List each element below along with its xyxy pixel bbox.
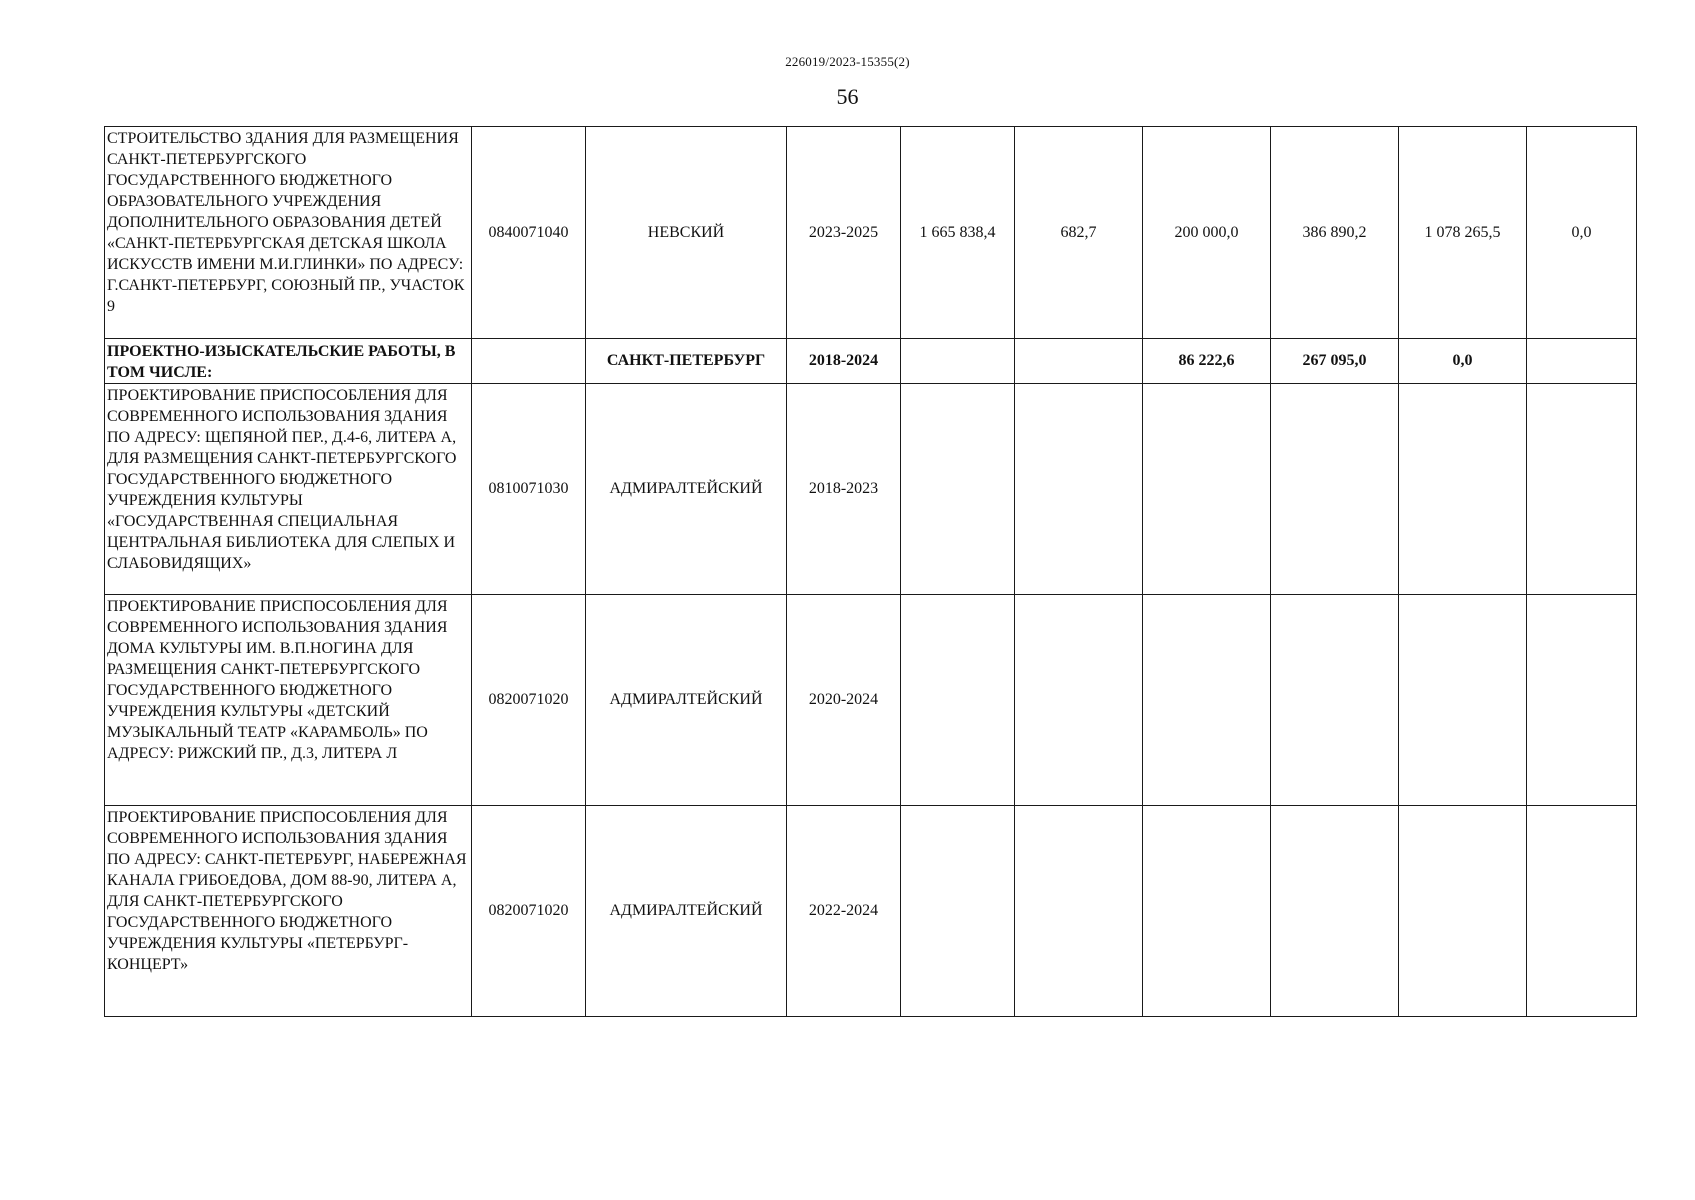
year-2025-cell (1399, 595, 1527, 806)
district-cell: АДМИРАЛТЕЙСКИЙ (586, 595, 787, 806)
year-2025-cell (1399, 384, 1527, 595)
year-2023-cell: 86 222,6 (1143, 339, 1271, 384)
after-period-cell: 0,0 (1527, 127, 1637, 339)
period-cell: 2020-2024 (787, 595, 901, 806)
table-row (105, 339, 1637, 384)
object-name-cell: ПРОЕКТНО-ИЗЫСКАТЕЛЬСКИЕ РАБОТЫ, В ТОМ ЧИСЛЕ: (105, 339, 472, 384)
year-2024-cell (1271, 595, 1399, 806)
table-row (105, 595, 1637, 806)
document-id: 226019/2023-15355(2) (785, 54, 910, 69)
year-2023-cell (1143, 384, 1271, 595)
table-row (105, 384, 1637, 595)
code-cell: 0820071020 (472, 806, 586, 1017)
year-2024-cell: 386 890,2 (1271, 127, 1399, 339)
prior-funding-cell (1015, 339, 1143, 384)
prior-funding-cell (1015, 384, 1143, 595)
district-cell: АДМИРАЛТЕЙСКИЙ (586, 384, 787, 595)
period-cell: 2018-2023 (787, 384, 901, 595)
after-period-cell (1527, 339, 1637, 384)
code-cell (472, 339, 586, 384)
prior-funding-cell (1015, 806, 1143, 1017)
period-cell: 2022-2024 (787, 806, 901, 1017)
after-period-cell (1527, 384, 1637, 595)
year-2023-cell: 200 000,0 (1143, 127, 1271, 339)
total-cost-cell (901, 339, 1015, 384)
year-2025-cell (1399, 806, 1527, 1017)
year-2024-cell (1271, 806, 1399, 1017)
year-2024-cell: 267 095,0 (1271, 339, 1399, 384)
year-2025-cell: 1 078 265,5 (1399, 127, 1527, 339)
after-period-cell (1527, 595, 1637, 806)
object-name-cell: СТРОИТЕЛЬСТВО ЗДАНИЯ ДЛЯ РАЗМЕЩЕНИЯ САНКТ-ПЕТЕРБУРГСКОГО ГОСУДАРСТВЕННОГО БЮДЖЕТНОГО ОБРАЗОВАТЕЛЬНОГО УЧРЕЖДЕНИЯ ДОПОЛНИТЕЛЬНОГО ОБРАЗОВАНИЯ ДЕТЕЙ «САНКТ-ПЕТЕРБУРГСКАЯ ДЕТСКАЯ ШКОЛА ИСКУССТВ ИМЕНИ М.И.ГЛИНКИ» ПО АДРЕСУ: Г.САНКТ-ПЕТЕРБУРГ, СОЮЗНЫЙ ПР., УЧАСТОК 9 (105, 127, 472, 339)
table-row (105, 806, 1637, 1017)
year-2023-cell (1143, 806, 1271, 1017)
page-number: 56 (836, 84, 859, 109)
district-cell: НЕВСКИЙ (586, 127, 787, 339)
total-cost-cell (901, 384, 1015, 595)
year-2023-cell (1143, 595, 1271, 806)
district-cell: АДМИРАЛТЕЙСКИЙ (586, 806, 787, 1017)
period-cell: 2023-2025 (787, 127, 901, 339)
object-name-cell: ПРОЕКТИРОВАНИЕ ПРИСПОСОБЛЕНИЯ ДЛЯ СОВРЕМЕННОГО ИСПОЛЬЗОВАНИЯ ЗДАНИЯ ПО АДРЕСУ: САНКТ-ПЕТЕРБУРГ, НАБЕРЕЖНАЯ КАНАЛА ГРИБОЕДОВА, ДОМ 88-90, ЛИТЕРА А, ДЛЯ САНКТ-ПЕТЕРБУРГСКОГО ГОСУДАРСТВЕННОГО БЮДЖЕТНОГО УЧРЕЖДЕНИЯ КУЛЬТУРЫ «ПЕТЕРБУРГ-КОНЦЕРТ» (105, 806, 472, 1017)
code-cell: 0810071030 (472, 384, 586, 595)
prior-funding-cell: 682,7 (1015, 127, 1143, 339)
district-cell: САНКТ-ПЕТЕРБУРГ (586, 339, 787, 384)
period-cell: 2018-2024 (787, 339, 901, 384)
total-cost-cell: 1 665 838,4 (901, 127, 1015, 339)
year-2025-cell: 0,0 (1399, 339, 1527, 384)
object-name-cell: ПРОЕКТИРОВАНИЕ ПРИСПОСОБЛЕНИЯ ДЛЯ СОВРЕМЕННОГО ИСПОЛЬЗОВАНИЯ ЗДАНИЯ ДОМА КУЛЬТУРЫ ИМ. В.П.НОГИНА ДЛЯ РАЗМЕЩЕНИЯ САНКТ-ПЕТЕРБУРГСКОГО ГОСУДАРСТВЕННОГО БЮДЖЕТНОГО УЧРЕЖДЕНИЯ КУЛЬТУРЫ «ДЕТСКИЙ МУЗЫКАЛЬНЫЙ ТЕАТР «КАРАМБОЛЬ» ПО АДРЕСУ: РИЖСКИЙ ПР., Д.3, ЛИТЕРА Л (105, 595, 472, 806)
total-cost-cell (901, 806, 1015, 1017)
total-cost-cell (901, 595, 1015, 806)
budget-table (104, 126, 1637, 1017)
table-row (105, 127, 1637, 339)
object-name-cell: ПРОЕКТИРОВАНИЕ ПРИСПОСОБЛЕНИЯ ДЛЯ СОВРЕМЕННОГО ИСПОЛЬЗОВАНИЯ ЗДАНИЯ ПО АДРЕСУ: ЩЕПЯНОЙ ПЕР., Д.4-6, ЛИТЕРА А, ДЛЯ РАЗМЕЩЕНИЯ САНКТ-ПЕТЕРБУРГСКОГО ГОСУДАРСТВЕННОГО БЮДЖЕТНОГО УЧРЕЖДЕНИЯ КУЛЬТУРЫ «ГОСУДАРСТВЕННАЯ СПЕЦИАЛЬНАЯ ЦЕНТРАЛЬНАЯ БИБЛИОТЕКА ДЛЯ СЛЕПЫХ И СЛАБОВИДЯЩИХ» (105, 384, 472, 595)
year-2024-cell (1271, 384, 1399, 595)
code-cell: 0820071020 (472, 595, 586, 806)
code-cell: 0840071040 (472, 127, 586, 339)
prior-funding-cell (1015, 595, 1143, 806)
after-period-cell (1527, 806, 1637, 1017)
